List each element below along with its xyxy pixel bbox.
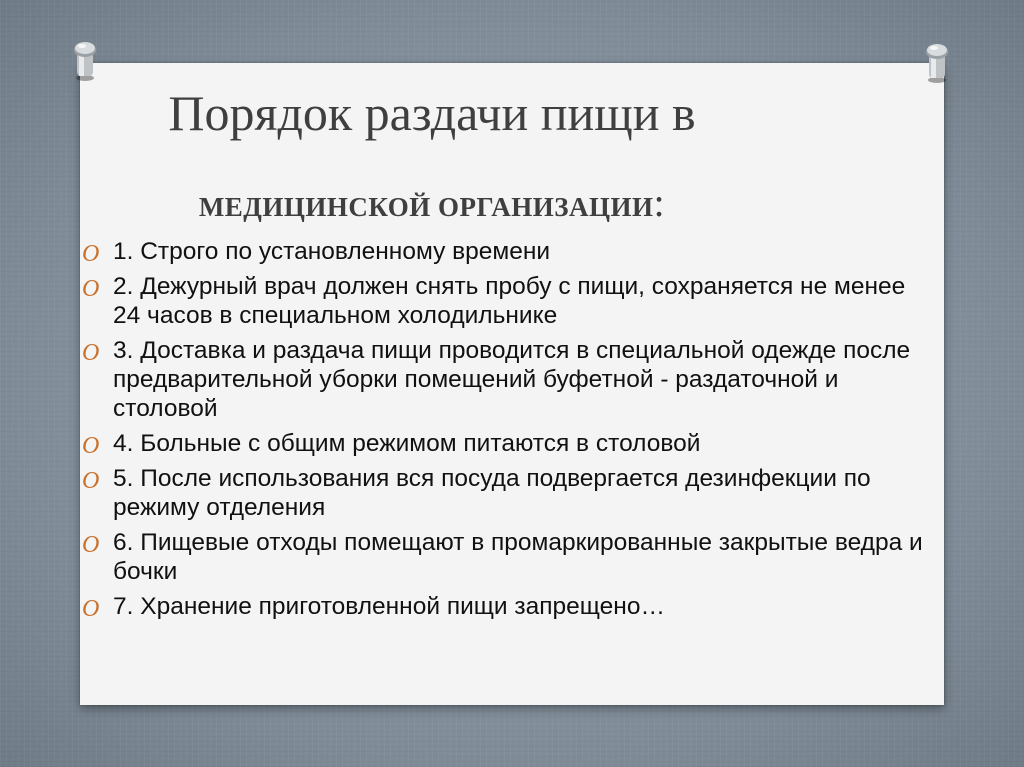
list-item (80, 464, 930, 522)
list-item (80, 336, 930, 423)
list-item (80, 429, 930, 458)
list-item (80, 592, 930, 621)
pushpin-icon (920, 40, 954, 84)
list-item (80, 272, 930, 330)
bullet-icon: O (82, 468, 100, 494)
list-item-text: 2. Дежурный врач должен снять пробу с пищи, сохраняется не менее 24 часов в специальном холодильнике (113, 273, 906, 329)
list-item-text: 3. Доставка и раздача пищи проводится в специальной одежде после предварительной уборки помещений буфетной - раздаточной и столовой (113, 337, 911, 422)
list-item-text: 6. Пищевые отходы помещают в промаркированные закрытые ведра и бочки (113, 529, 923, 585)
bullet-icon: O (82, 596, 100, 622)
subtitle-colon: : (653, 180, 666, 225)
list-item-text: 4. Больные с общим режимом питаются в столовой (113, 430, 701, 457)
list-item (80, 528, 930, 586)
bullet-icon: O (82, 532, 100, 558)
list-item-text: 5. После использования вся посуда подвергается дезинфекции по режиму отделения (113, 465, 871, 521)
list-item (80, 237, 930, 266)
bullet-icon: O (82, 276, 100, 302)
slide-subtitle (0, 180, 864, 225)
slide-subtitle-text: МЕДИЦИНСКОЙ ОРГАНИЗАЦИИ (198, 192, 654, 222)
pushpin-icon (68, 38, 102, 82)
bullet-icon: O (82, 241, 100, 267)
list-item-text: 7. Хранение приготовленной пищи запрещено… (113, 593, 665, 620)
bullet-icon: O (82, 340, 100, 366)
bullet-list (80, 237, 930, 627)
slide-title: Порядок раздачи пищи в (168, 85, 696, 141)
list-item-text: 1. Строго по установленному времени (113, 238, 551, 265)
bullet-icon: O (82, 433, 100, 459)
